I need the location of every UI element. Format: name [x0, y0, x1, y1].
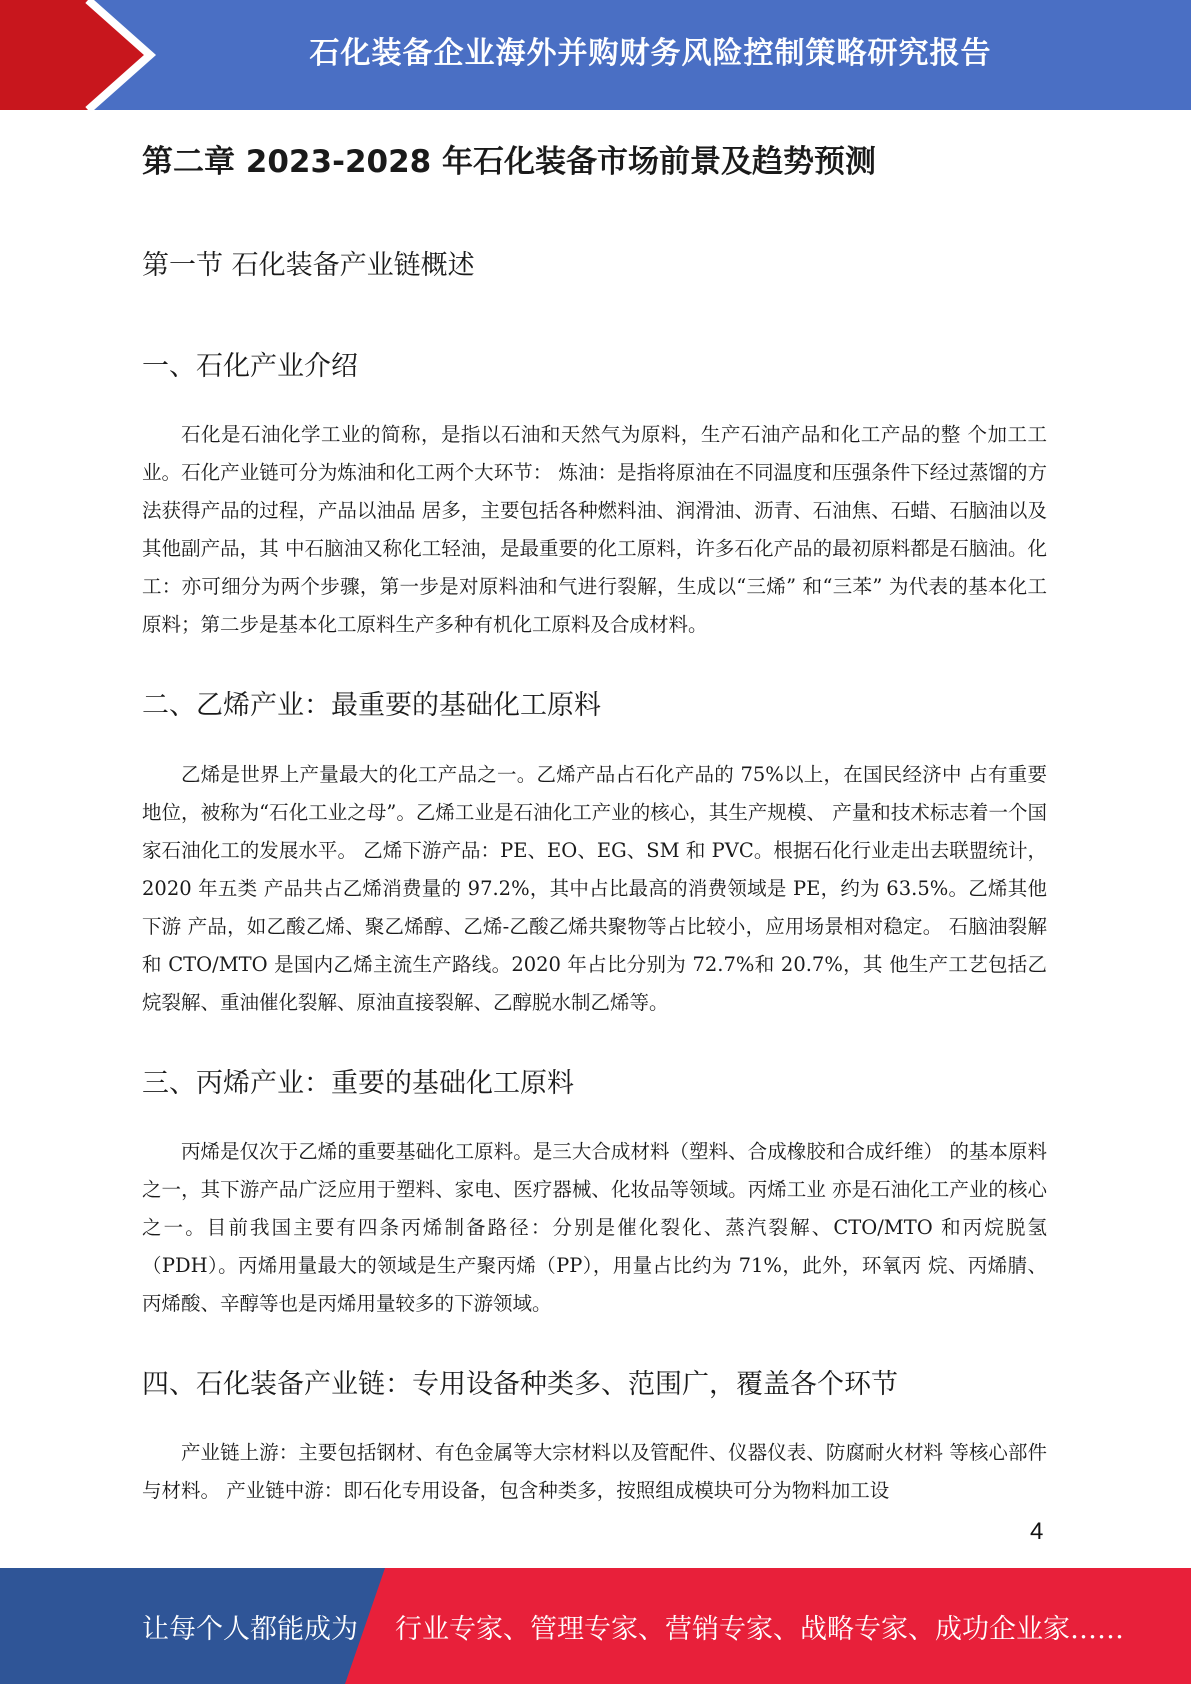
report-title: 石化装备企业海外并购财务风险控制策略研究报告 — [309, 36, 992, 71]
subsection-title: 四、石化装备产业链：专用设备种类多、范围广，覆盖各个环节 — [142, 1368, 898, 1400]
subsection-title: 三、丙烯产业：重要的基础化工原料 — [142, 1067, 574, 1099]
subsection-title: 一、石化产业介绍 — [142, 351, 358, 383]
footer-slogan-left: 让每个人都能成为 — [142, 1613, 358, 1645]
subsection-4 — [142, 1367, 1047, 1510]
subsection-paragraph: 丙烯是仅次于乙烯的重要基础化工原料。是三大合成材料（塑料、合成橡胶和合成纤维） 的基本原料之一，其下游产品广泛应用于塑料、家电、医疗器械、化妆品等领域。丙烯工业 亦是石油化工产业的核心之一。目前我国主要有四条丙烯制备路径：分别是催化裂化、蒸汽裂解、CTO/MTO 和丙烷脱氢 （PDH）。丙烯用量最大的领域是生产聚丙烯（PP），用量占比约为 71%，此外，环氧丙 烷、丙烯腈、丙烯酸、辛醇等也是丙烯用量较多的下游领域。 — [142, 1139, 1047, 1315]
subsection-title: 二、乙烯产业：最重要的基础化工原料 — [142, 690, 601, 722]
subsection-paragraph: 产业链上游：主要包括钢材、有色金属等大宗材料以及管配件、仪器仪表、防腐耐火材料 等核心部件与材料。 产业链中游：即石化专用设备，包含种类多，按照组成模块可分为物料加工设 — [142, 1440, 1047, 1502]
subsection-paragraph: 石化是石油化学工业的简称，是指以石油和天然气为原料，生产石油产品和化工产品的整 个加工工业。石化产业链可分为炼油和化工两个大环节： 炼油：是指将原油在不同温度和压强条件下经过蒸馏的方法获得产品的过程，产品以油品 居多，主要包括各种燃料油、润滑油、沥青、石油焦、石蜡、石脑油以及其他副产品，其 中石脑油又称化工轻油，是最重要的化工原料，许多石化产品的最初原料都是石脑油。化工：亦可细分为两个步骤，第一步是对原料油和气进行裂解，生成以“三烯” 和“三苯” 为代表的基本化工原料；第二步是基本化工原料生产多种有机化工原料及合成材料。 — [142, 423, 1047, 637]
page-footer — [0, 1568, 1191, 1684]
subsection-3 — [142, 1066, 1047, 1323]
document-body — [142, 120, 1047, 1510]
footer-slogan-right: 行业专家、管理专家、营销专家、战略专家、成功企业家…… — [395, 1613, 1124, 1645]
section-title: 第一节 石化装备产业链概述 — [142, 250, 475, 282]
subsection-paragraph: 乙烯是世界上产量最大的化工产品之一。乙烯产品占石化产品的 75%以上，在国民经济中 占有重要地位，被称为“石化工业之母”。乙烯工业是石油化工产业的核心，其生产规模、 产量和技术标志着一个国家石油化工的发展水平。 乙烯下游产品：PE、EO、EG、SM 和 PVC。根据石化行业走出去联盟统计，2020 年五类 产品共占乙烯消费量的 97.2%，其中占比最高的消费领域是 PE，约为 63.5%。乙烯其他下游 产品，如乙酸乙烯、聚乙烯醇、乙烯-乙酸乙烯共聚物等占比较小，应用场景相对稳定。 石脑油裂解和 CTO/MTO 是国内乙烯主流生产路线。2020 年占比分别为 72.7%和 20.7%，其 他生产工艺包括乙烷裂解、重油催化裂解、原油直接裂解、乙醇脱水制乙烯等。 — [142, 762, 1047, 1014]
page-number: 4 — [1030, 1518, 1044, 1545]
subsection-2 — [142, 688, 1047, 1021]
chapter-title: 第二章 2023-2028 年石化装备市场前景及趋势预测 — [142, 144, 877, 180]
subsection-1 — [142, 349, 1047, 644]
page-header — [0, 0, 1191, 110]
